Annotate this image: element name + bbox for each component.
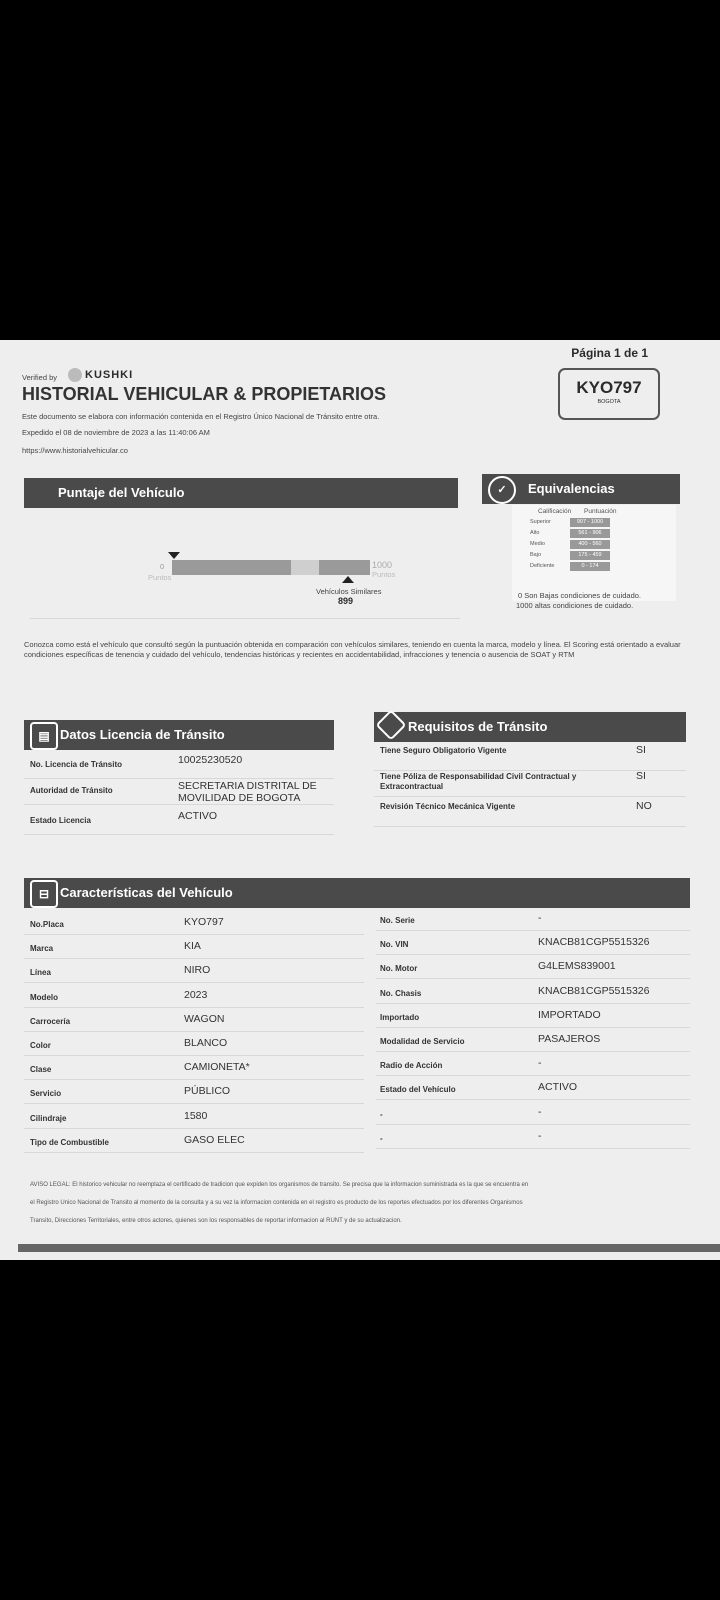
car-icon: ⊟	[30, 880, 58, 908]
licencia-field-label: Estado Licencia	[30, 816, 91, 825]
vehicle-field-label: -	[380, 1133, 383, 1143]
equivalencias-col2: Puntuación	[584, 508, 617, 515]
vehicle-field-label: Carrocería	[30, 1016, 71, 1026]
page-title: HISTORIAL VEHICULAR & PROPIETARIOS	[22, 384, 387, 404]
vehicle-field-value: GASO ELEC	[184, 1133, 245, 1146]
score-min-unit: Puntos	[148, 573, 172, 582]
vehicle-row-divider	[376, 930, 690, 931]
vehicle-field-value: -	[538, 912, 542, 924]
vehicle-row-divider	[376, 1051, 690, 1052]
vehicle-field-value: NIRO	[184, 964, 211, 977]
vehicle-field-value: BLANCO	[184, 1037, 228, 1049]
vehicle-field-label: Clase	[30, 1065, 52, 1075]
score-bar-gap	[291, 560, 319, 575]
plate-badge	[558, 368, 660, 420]
equivalencias-note-high: 1000 altas condiciones de cuidado.	[516, 601, 634, 610]
document-page	[0, 340, 720, 1260]
vehicle-row-divider	[376, 1099, 690, 1100]
vehicle-field-label: Importado	[380, 1012, 420, 1022]
footer-bar	[18, 1244, 720, 1252]
issue-date: Expedido el 08 de noviembre de 2023 a las 11:40:06 AM	[22, 428, 210, 437]
score-min: 0	[160, 562, 165, 571]
score-value-marker-icon	[342, 576, 354, 583]
requisito-label: Tiene Póliza de Responsabilidad Civil Contractual y Extracontractual	[380, 772, 577, 791]
licencia-field-value: 10025230520	[178, 754, 243, 766]
equivalencia-range: 561 - 906	[570, 529, 610, 538]
legal-line-1: AVISO LEGAL: El historico vehicular no reemplaza el certificado de tradicion que expiden los organismos de transito. Se precisa que la informacion suministrada es la que se encuentra en	[30, 1182, 529, 1188]
equivalencia-range: 0 - 174	[570, 562, 610, 571]
equivalencia-name: Alto	[530, 530, 540, 536]
licencia-row-divider	[24, 834, 334, 835]
requisito-value: SI	[636, 770, 646, 782]
equivalencias-col1: Calificación	[538, 508, 572, 515]
licencia-field-value: ACTIVO	[178, 810, 218, 822]
brand-logo-icon	[68, 368, 82, 382]
equivalencias-note-low: 0 Son Bajas condiciones de cuidado.	[518, 591, 642, 600]
vehicle-row-divider	[24, 982, 364, 983]
vehicle-row-divider	[24, 1128, 364, 1129]
vehicle-field-label: Modalidad de Servicio	[380, 1037, 465, 1046]
vehicle-field-label: No.Placa	[30, 920, 64, 929]
licencia-header	[24, 720, 334, 750]
plate-number: KYO797	[576, 378, 642, 397]
requisito-label: Tiene Seguro Obligatorio Vigente	[380, 746, 507, 755]
plate-city: BOGOTA	[597, 399, 621, 405]
vehicle-field-label: No. Chasis	[380, 988, 422, 998]
vehicle-field-value: -	[538, 1057, 542, 1070]
equivalencias-header	[482, 474, 680, 504]
equivalencia-name: Bajo	[530, 552, 542, 558]
score-divider	[30, 618, 460, 619]
requisito-value: SI	[636, 744, 646, 756]
road-sign-icon	[375, 709, 406, 740]
intro-paragraph: Conozca como está el vehículo que consultó según la puntuación obtenida en comparación con vehículos similares, teniendo en cuenta la marca, modelo y línea. El Scoring está orientado a evaluar condiciones específicas de tenencia y cuidado del vehículo, tendencias históricas y recientes en accidentabilidad, infracciones y tenencia o ausencia de SOAT y RTM	[24, 640, 681, 659]
licencia-row-divider	[24, 804, 334, 805]
vehicle-field-value: PÚBLICO	[184, 1085, 231, 1098]
vehicle-row-divider	[24, 1007, 364, 1008]
score-title: Puntaje del Vehículo	[58, 485, 185, 500]
vehicle-row-divider	[24, 934, 364, 935]
brand-logo	[68, 368, 133, 382]
vehicle-field-value: -	[538, 1129, 542, 1142]
vehicle-row-divider	[24, 1103, 364, 1104]
vehicle-field-label: Tipo de Combustible	[30, 1137, 109, 1147]
requisitos-title: Requisitos de Tránsito	[408, 719, 548, 734]
equivalencia-range: 175 - 459	[570, 551, 610, 560]
vehicle-field-label: Radio de Acción	[380, 1061, 443, 1071]
equivalencias-title: Equivalencias	[528, 481, 615, 496]
website-link[interactable]: https://www.historialvehicular.co	[22, 446, 128, 455]
equivalencia-range: 400 - 560	[570, 540, 610, 549]
vehicle-field-label: Servicio	[30, 1089, 62, 1099]
vehicle-row-divider	[24, 1055, 364, 1056]
vehicle-field-label: Estado del Vehículo	[380, 1085, 456, 1095]
check-icon: ✓	[488, 476, 516, 504]
vehicle-field-value: KNACB81CGP5515326	[538, 936, 650, 949]
licencia-field-label: No. Licencia de Tránsito	[30, 760, 123, 769]
licencia-row-divider	[24, 778, 334, 779]
vehicle-row-divider	[376, 978, 690, 979]
requisito-value: NO	[636, 800, 652, 812]
equivalencia-range: 907 - 1000	[570, 518, 610, 527]
vehicle-field-value: PASAJEROS	[538, 1033, 601, 1045]
similar-value: 899	[338, 596, 354, 606]
licencia-title: Datos Licencia de Tránsito	[60, 727, 225, 742]
vehicle-field-value: G4LEMS839001	[538, 960, 616, 973]
score-min-marker-icon	[168, 552, 180, 559]
vehicle-field-label: -	[380, 1109, 383, 1119]
requisito-row-divider	[374, 826, 686, 827]
vehicle-field-value: 2023	[184, 988, 208, 1001]
vehicle-field-label: No. Serie	[380, 916, 415, 925]
vehicle-field-value: KNACB81CGP5515326	[538, 984, 650, 997]
header-info-line: Este documento se elabora con información contenida en el Registro Único Nacional de Tránsito entre otra.	[22, 412, 380, 421]
equivalencia-name: Deficiente	[530, 563, 555, 569]
vehicle-field-label: No. Motor	[380, 964, 418, 974]
vehicle-field-value: WAGON	[184, 1012, 225, 1025]
score-header	[24, 478, 458, 508]
license-card-icon: ▤	[30, 722, 58, 750]
licencia-field-value: SECRETARIA DISTRITAL DE MOVILIDAD DE BOGOTA	[178, 780, 317, 804]
vehicle-field-label: Cilindraje	[30, 1113, 67, 1123]
equivalencias-table	[512, 505, 676, 601]
vehicle-row-divider	[376, 954, 690, 955]
vehicle-row-divider	[376, 1027, 690, 1028]
vehicle-field-value: ACTIVO	[538, 1081, 578, 1094]
licencia-field-label: Autoridad de Tránsito	[30, 786, 113, 795]
vehicle-field-value: KYO797	[184, 916, 224, 928]
vehicle-field-value: -	[538, 1105, 542, 1118]
verified-by-label: Verified by	[22, 373, 58, 382]
brand-name: KUSHKI	[85, 369, 134, 381]
vehicle-field-label: Marca	[30, 944, 54, 954]
requisitos-header	[374, 712, 686, 742]
vehicle-field-value: 1580	[184, 1109, 208, 1122]
vehicle-row-divider	[24, 1152, 364, 1153]
vehicle-row-divider	[376, 1075, 690, 1076]
score-max: 1000	[372, 560, 393, 570]
legal-line-2: el Registro Unico Nacional de Transito al momento de la consulta y a su vez la informacion contenida en el registro es producto de los reportes efectuados por los diferentes Organismos	[30, 1200, 523, 1206]
vehicle-field-value: KIA	[184, 940, 201, 953]
vehicle-field-value: IMPORTADO	[538, 1008, 601, 1021]
vehicle-row-divider	[376, 1124, 690, 1125]
vehicle-row-divider	[24, 958, 364, 959]
caracteristicas-title: Características del Vehículo	[60, 885, 233, 900]
vehicle-field-label: Color	[30, 1041, 51, 1050]
requisito-label: Revisión Técnico Mecánica Vigente	[380, 802, 516, 811]
caracteristicas-header	[24, 878, 690, 908]
vehicle-field-value: CAMIONETA*	[184, 1061, 250, 1074]
requisito-row-divider	[374, 796, 686, 797]
equivalencia-name: Medio	[530, 541, 545, 547]
page-number: Página 1 de 1	[571, 346, 648, 360]
vehicle-field-label: No. VIN	[380, 940, 409, 950]
similar-label: Vehículos Similares	[316, 587, 382, 596]
equivalencia-name: Superior	[530, 519, 551, 525]
vehicle-row-divider	[24, 1031, 364, 1032]
legal-line-3: Transito, Direcciones Territoriales, entre otros actores, quienes son los responsables de reportar informacion al RUNT y de su actualizacion.	[30, 1218, 402, 1224]
score-bar	[172, 560, 370, 575]
vehicle-field-label: Línea	[30, 968, 51, 978]
score-max-unit: Puntos	[372, 570, 396, 579]
vehicle-row-divider	[24, 1079, 364, 1080]
vehicle-row-divider	[376, 1148, 690, 1149]
vehicle-field-label: Modelo	[30, 992, 58, 1002]
vehicle-row-divider	[376, 1003, 690, 1004]
